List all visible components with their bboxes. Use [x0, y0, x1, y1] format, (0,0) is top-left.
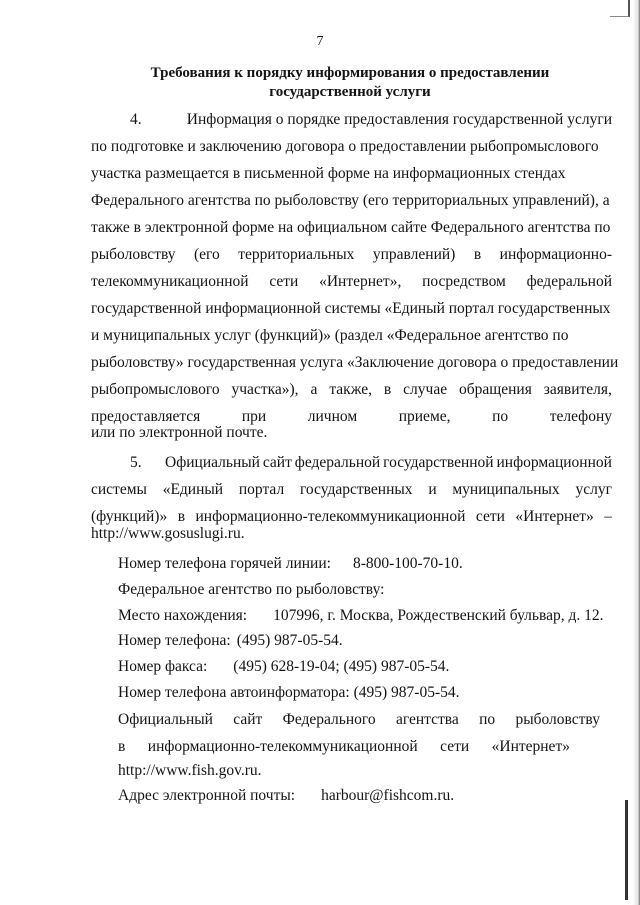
- word: приеме,: [398, 408, 451, 425]
- word: участка»),: [231, 381, 299, 398]
- word: государственных: [299, 481, 413, 498]
- word: предоставляется: [91, 408, 201, 425]
- word: в: [473, 246, 482, 263]
- word: по: [479, 711, 496, 728]
- word: «Интернет»: [491, 738, 570, 755]
- word: в: [177, 508, 186, 525]
- hotline-label: Номер телефона горячей линии:: [118, 555, 331, 572]
- location-label: Место нахождения:: [118, 607, 248, 624]
- site-line-2: [118, 737, 570, 757]
- word: сайт: [233, 711, 263, 728]
- word: телекоммуникационной: [91, 273, 249, 290]
- word: случае: [403, 381, 448, 398]
- word: территориальных: [238, 246, 355, 263]
- word: рыболовству: [91, 246, 176, 263]
- word: рыбопромыслового: [91, 381, 220, 398]
- word: информационно-: [499, 246, 612, 263]
- scan-edge-shadow: [632, 0, 640, 905]
- word: федеральной: [294, 454, 381, 471]
- word: сети: [440, 738, 470, 755]
- paragraph-4-line-9: и муниципальных услуг (функций)» (раздел «Федеральное агентство по: [91, 327, 569, 344]
- word: агентства: [395, 711, 459, 728]
- word: портал: [238, 481, 285, 498]
- word: личном: [307, 408, 358, 425]
- location-value: 107996, г. Москва, Рождественский бульвар, д. 12.: [273, 607, 604, 624]
- word: сети: [475, 508, 505, 525]
- word: в: [118, 738, 126, 755]
- word: услуг: [575, 481, 612, 498]
- email-row: [118, 786, 454, 806]
- word: в: [383, 381, 392, 398]
- word: Официальный: [165, 454, 260, 471]
- word: информационно-телекоммуникационной: [147, 738, 418, 755]
- word: федеральной: [526, 273, 612, 290]
- paragraph-5-number: 5.: [130, 454, 142, 471]
- scan-edge-bar: [625, 800, 628, 900]
- site-url[interactable]: http://www.fish.gov.ru.: [118, 762, 262, 779]
- word: телефону: [549, 408, 612, 425]
- word: муниципальных: [452, 481, 560, 498]
- word: информационно-телекоммуникационной: [195, 508, 466, 525]
- word: (функций)»: [91, 508, 168, 525]
- phone-row: [118, 631, 343, 651]
- word: –: [604, 508, 612, 525]
- section-title-line-2: государственной услуги: [269, 84, 431, 100]
- word: по: [492, 408, 509, 425]
- word: информационной: [496, 454, 612, 471]
- paragraph-4-line-3: участка размещается в письменной форме на информационных стендах: [91, 165, 566, 182]
- autoinformer-line: Номер телефона автоинформатора: (495) 987-05-54.: [118, 684, 460, 701]
- word: при: [241, 408, 267, 425]
- email-value[interactable]: harbour@fishcom.ru.: [321, 787, 455, 804]
- paragraph-5-url[interactable]: http://www.gosuslugi.ru.: [91, 525, 245, 542]
- fax-value: (495) 628-19-04; (495) 987-05-54.: [233, 658, 450, 675]
- word: а: [310, 381, 318, 398]
- paragraph-4-line-4: Федерального агентства по рыболовству (его территориальных управлений), а: [91, 192, 610, 209]
- phone-label: Номер телефона:: [118, 632, 231, 649]
- word: государственной: [383, 454, 494, 471]
- word: сайт: [262, 454, 292, 471]
- word: системы: [91, 481, 147, 498]
- location-row: [118, 606, 603, 626]
- scan-corner-mark: [610, 0, 630, 17]
- word: рыболовству: [515, 711, 600, 728]
- word: сети: [269, 273, 299, 290]
- word: (его: [194, 246, 220, 263]
- phone-value: (495) 987-05-54.: [236, 632, 343, 649]
- paragraph-5-line-1: [165, 453, 612, 473]
- hotline-value: 8-800-100-70-10.: [352, 555, 463, 572]
- paragraph-5-line-2: [91, 480, 612, 500]
- word: заявителя,: [543, 381, 612, 398]
- paragraph-4-number: 4.: [130, 111, 142, 128]
- word: Федерального: [282, 711, 376, 728]
- paragraph-4-line-8: государственной информационной системы «Единый портал государственных: [91, 300, 611, 317]
- hotline-row: [118, 554, 463, 574]
- paragraph-4-line-7: [91, 272, 612, 292]
- word: «Единый: [162, 481, 224, 498]
- paragraph-4-line-6: [91, 245, 612, 265]
- section-title: [150, 64, 550, 102]
- word: обращения: [459, 381, 532, 398]
- paragraph-4-line-10: рыболовству» государственная услуга «Заключение договора о предоставлении: [91, 354, 619, 371]
- paragraph-4-line-11: [91, 380, 612, 400]
- word: посредством: [422, 273, 506, 290]
- fax-label: Номер факса:: [118, 658, 208, 675]
- paragraph-4-line-13: или по электронной почте.: [91, 424, 268, 441]
- site-line-1: [118, 710, 600, 730]
- word: также,: [329, 381, 372, 398]
- section-title-line-1: Требования к порядку информирования о предоставлении: [150, 65, 550, 81]
- page-number: 7: [316, 34, 324, 49]
- paragraph-4-line-2: по подготовке и заключению договора о предоставлении рыбопромыслового: [91, 138, 599, 155]
- word: и: [428, 481, 437, 498]
- paragraph-4-line-1: Информация о порядке предоставления государственной услуги: [186, 111, 612, 128]
- word: «Интернет»: [515, 508, 594, 525]
- word: «Интернет»,: [319, 273, 402, 290]
- paragraph-4-line-5: также в электронной форме на официальном сайте Федерального агентства по: [91, 219, 611, 236]
- word: управлений): [372, 246, 456, 263]
- agency-heading: Федеральное агентство по рыболовству:: [118, 581, 385, 598]
- email-label: Адрес электронной почты:: [118, 787, 296, 804]
- fax-row: [118, 657, 449, 677]
- word: Официальный: [118, 711, 213, 728]
